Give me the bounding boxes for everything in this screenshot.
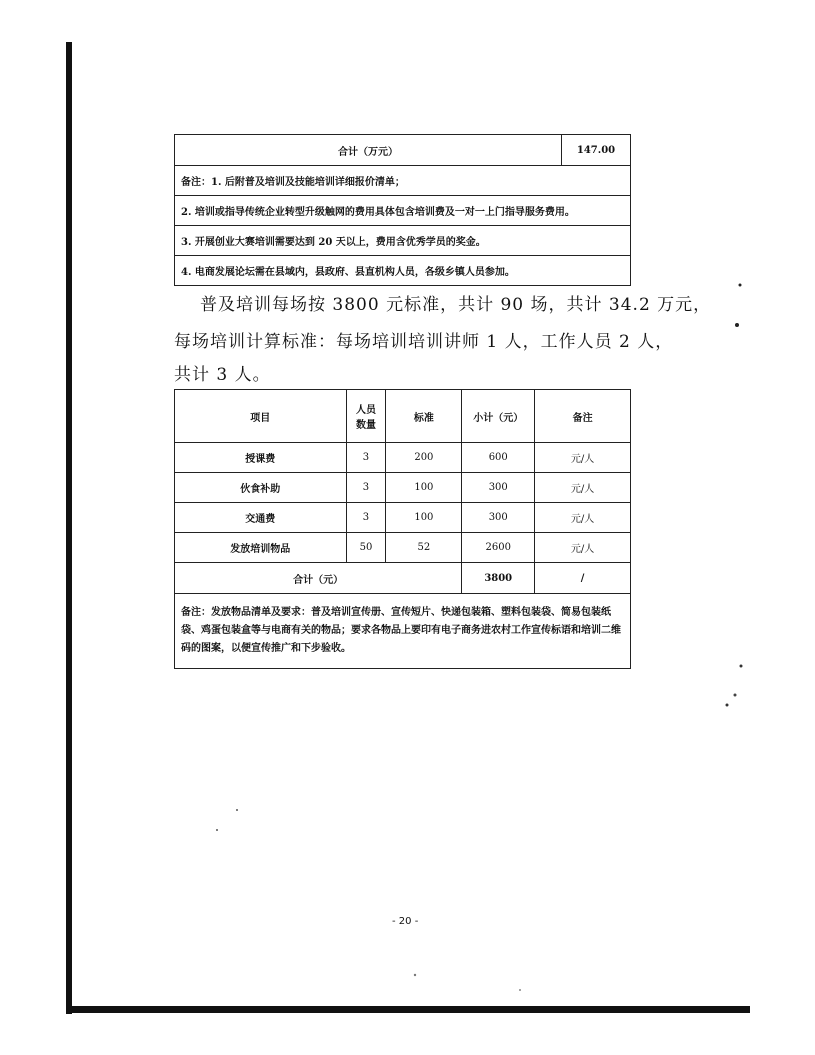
- cost-total-value: 3800: [462, 563, 535, 594]
- row-remark: 元/人: [535, 503, 631, 533]
- row-remark: 元/人: [535, 533, 631, 563]
- table-row: [175, 533, 631, 563]
- header-standard: 标准: [386, 390, 462, 443]
- page-number: - 20 -: [392, 916, 419, 927]
- row-item: 交通费: [175, 503, 347, 533]
- header-count: 人员数量: [346, 390, 386, 443]
- cost-remark-row: [175, 594, 631, 669]
- paragraph-line-1: 普及培训每场按 3800 元标准，共计 90 场，共计 34.2 万元，: [200, 295, 712, 315]
- header-item: 项目: [175, 390, 347, 443]
- summary-total-value: 147.00: [562, 135, 631, 166]
- row-count: 3: [346, 443, 386, 473]
- row-standard: 200: [386, 443, 462, 473]
- header-subtotal: 小计（元）: [462, 390, 535, 443]
- row-subtotal: 600: [462, 443, 535, 473]
- row-standard: 100: [386, 503, 462, 533]
- row-remark: 元/人: [535, 443, 631, 473]
- header-remark: 备注: [535, 390, 631, 443]
- cost-total-row: [175, 563, 631, 594]
- summary-note-4: 4. 电商发展论坛需在县域内，县政府、县直机构人员，各级乡镇人员参加。: [175, 256, 631, 286]
- summary-table: [174, 134, 631, 286]
- summary-note-row: [175, 256, 631, 286]
- table-row: [175, 443, 631, 473]
- summary-note-row: [175, 196, 631, 226]
- summary-note-1: 备注：1. 后附普及培训及技能培训详细报价清单；: [175, 166, 631, 196]
- paragraph-line-3: 共计 3 人。: [174, 365, 271, 385]
- row-item: 授课费: [175, 443, 347, 473]
- cost-total-remark: /: [535, 563, 631, 594]
- table-row: [175, 503, 631, 533]
- row-standard: 100: [386, 473, 462, 503]
- row-remark: 元/人: [535, 473, 631, 503]
- table-row: [175, 473, 631, 503]
- cost-table: [174, 389, 631, 669]
- row-subtotal: 2600: [462, 533, 535, 563]
- row-count: 3: [346, 503, 386, 533]
- row-item: 发放培训物品: [175, 533, 347, 563]
- paragraph-line-2: 每场培训计算标准：每场培训培训讲师 1 人，工作人员 2 人，: [174, 332, 674, 352]
- row-count: 50: [346, 533, 386, 563]
- row-item: 伙食补助: [175, 473, 347, 503]
- summary-total-row: [175, 135, 631, 166]
- cost-total-label: 合计（元）: [175, 563, 462, 594]
- row-count: 3: [346, 473, 386, 503]
- scan-border-bottom: [66, 1006, 750, 1013]
- summary-note-3: 3. 开展创业大赛培训需要达到 20 天以上，费用含优秀学员的奖金。: [175, 226, 631, 256]
- row-subtotal: 300: [462, 503, 535, 533]
- summary-note-row: [175, 166, 631, 196]
- cost-table-header: [175, 390, 631, 443]
- summary-total-label: 合计（万元）: [175, 135, 562, 166]
- row-subtotal: 300: [462, 473, 535, 503]
- summary-note-2: 2. 培训或指导传统企业转型升级触网的费用具体包含培训费及一对一上门指导服务费用。: [175, 196, 631, 226]
- summary-note-row: [175, 226, 631, 256]
- scan-border-left: [66, 42, 72, 1014]
- row-standard: 52: [386, 533, 462, 563]
- cost-remark-note: 备注：发放物品清单及要求：普及培训宣传册、宣传短片、快递包装箱、塑料包装袋、简易包装纸袋、鸡蛋包装盒等与电商有关的物品；要求各物品上要印有电子商务进农村工作宣传标语和培训二维码的图案，以便宣传推广和下步验收。: [175, 594, 631, 669]
